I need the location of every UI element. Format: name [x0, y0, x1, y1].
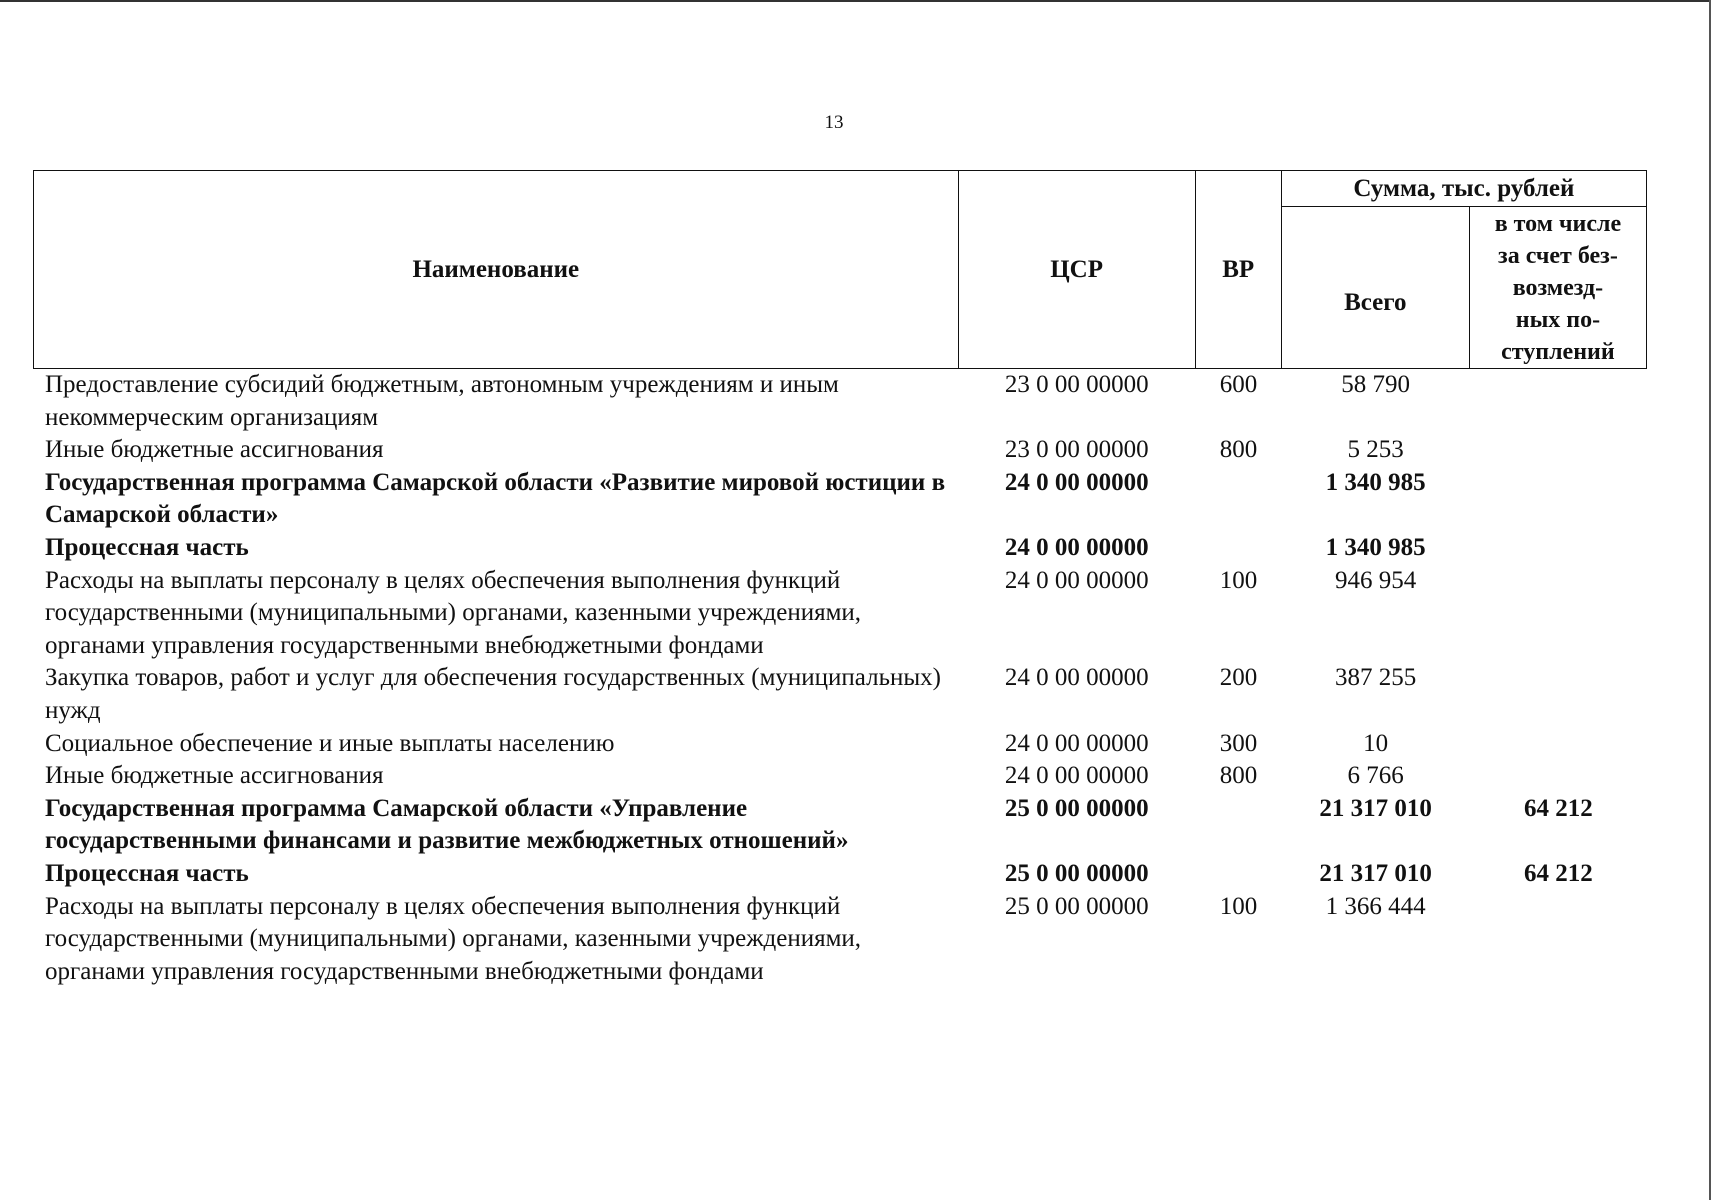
cell-name: Предоставление субсидий бюджетным, автономным учреждениям и иным некоммерческим организациям — [45, 371, 839, 431]
table-row — [33, 434, 1647, 467]
header-sum: Сумма, тыс. рублей — [1281, 171, 1646, 207]
cell-total: 1 340 985 — [1325, 468, 1426, 496]
header-csr: ЦСР — [958, 171, 1195, 369]
table-row — [33, 891, 1647, 989]
cell-incl — [1470, 532, 1647, 565]
cell-vr: 100 — [1219, 892, 1258, 920]
cell-vr: 600 — [1219, 371, 1258, 398]
cell-csr: 24 0 00 00000 — [1004, 762, 1149, 790]
cell-csr: 24 0 00 00000 — [1004, 468, 1149, 496]
table-row — [33, 858, 1647, 891]
cell-csr: 23 0 00 00000 — [1004, 371, 1149, 398]
cell-total: 6 766 — [1347, 762, 1404, 790]
cell-csr: 24 0 00 00000 — [1004, 664, 1149, 692]
page-number: 13 — [824, 112, 844, 133]
cell-vr: 100 — [1219, 566, 1258, 594]
header-name: Наименование — [34, 171, 959, 369]
cell-incl — [1470, 467, 1647, 532]
cell-incl — [1470, 369, 1647, 434]
cell-name: Процессная часть — [45, 533, 249, 561]
cell-vr: 300 — [1219, 729, 1258, 757]
header-incl-line: ных по- — [1515, 306, 1601, 333]
cell-csr: 23 0 00 00000 — [1004, 436, 1149, 464]
cell-total: 5 253 — [1347, 436, 1404, 464]
table-row — [33, 369, 1647, 434]
cell-total: 21 317 010 — [1319, 794, 1432, 822]
header-incl-line: ступлений — [1501, 338, 1615, 365]
cell-incl — [1470, 565, 1647, 663]
cell-total: 387 255 — [1335, 664, 1417, 692]
header-incl-line: в том числе — [1494, 210, 1622, 237]
table-row — [33, 662, 1647, 727]
header-incl-line: за счет без- — [1498, 242, 1618, 269]
cell-vr — [1195, 793, 1281, 858]
cell-csr: 25 0 00 00000 — [1004, 892, 1149, 920]
header-vr: ВР — [1195, 171, 1281, 369]
cell-name: Расходы на выплаты персоналу в целях обеспечения выполнения функций государственными (муниципальными) органами, казенными учреждениями, органами управления государственными внебюджетными фондами — [45, 892, 862, 985]
cell-incl — [1470, 728, 1647, 761]
cell-csr: 25 0 00 00000 — [1004, 794, 1149, 822]
cell-name: Иные бюджетные ассигнования — [45, 436, 384, 464]
cell-name: Государственная программа Самарской области «Развитие мировой юстиции в Самарской области» — [45, 468, 946, 529]
header-incl — [1469, 207, 1646, 369]
cell-name: Расходы на выплаты персоналу в целях обеспечения выполнения функций государственными (муниципальными) органами, казенными учреждениями, органами управления государственными внебюджетными фондами — [45, 566, 862, 659]
table-row — [33, 565, 1647, 663]
header-total: Всего — [1281, 207, 1469, 369]
cell-csr: 24 0 00 00000 — [1004, 533, 1149, 561]
cell-vr: 800 — [1219, 436, 1258, 464]
cell-incl: 64 212 — [1523, 794, 1593, 822]
table-header — [33, 170, 1647, 369]
cell-name: Государственная программа Самарской области «Управление государственными финансами и развитие межбюджетных отношений» — [45, 794, 849, 855]
cell-incl — [1470, 760, 1647, 793]
table-row — [33, 793, 1647, 858]
table-row — [33, 532, 1647, 565]
cell-vr: 800 — [1219, 762, 1258, 790]
cell-incl — [1470, 891, 1647, 989]
cell-total: 58 790 — [1341, 371, 1410, 398]
cell-total: 21 317 010 — [1319, 859, 1432, 887]
cell-total: 1 340 985 — [1325, 533, 1426, 561]
cell-name: Закупка товаров, работ и услуг для обеспечения государственных (муниципальных) нужд — [45, 664, 941, 724]
cell-total: 1 366 444 — [1325, 892, 1426, 920]
table-row — [33, 728, 1647, 761]
cell-csr: 24 0 00 00000 — [1004, 566, 1149, 594]
cell-name: Социальное обеспечение и иные выплаты населению — [45, 729, 615, 757]
table-row — [33, 467, 1647, 532]
cell-vr — [1195, 532, 1281, 565]
table-row — [33, 760, 1647, 793]
cell-name: Процессная часть — [45, 859, 249, 887]
scan-top-edge — [0, 0, 1711, 2]
cell-total: 946 954 — [1335, 566, 1417, 594]
cell-csr: 24 0 00 00000 — [1004, 729, 1149, 757]
header-incl-line: возмезд- — [1512, 274, 1604, 301]
cell-name: Иные бюджетные ассигнования — [45, 762, 384, 790]
table-body — [33, 369, 1647, 988]
cell-incl — [1470, 662, 1647, 727]
cell-vr — [1195, 467, 1281, 532]
cell-incl — [1470, 434, 1647, 467]
cell-vr: 200 — [1219, 664, 1258, 692]
cell-vr — [1195, 858, 1281, 891]
cell-total: 10 — [1363, 729, 1389, 757]
cell-incl: 64 212 — [1523, 859, 1593, 887]
cell-csr: 25 0 00 00000 — [1004, 859, 1149, 887]
